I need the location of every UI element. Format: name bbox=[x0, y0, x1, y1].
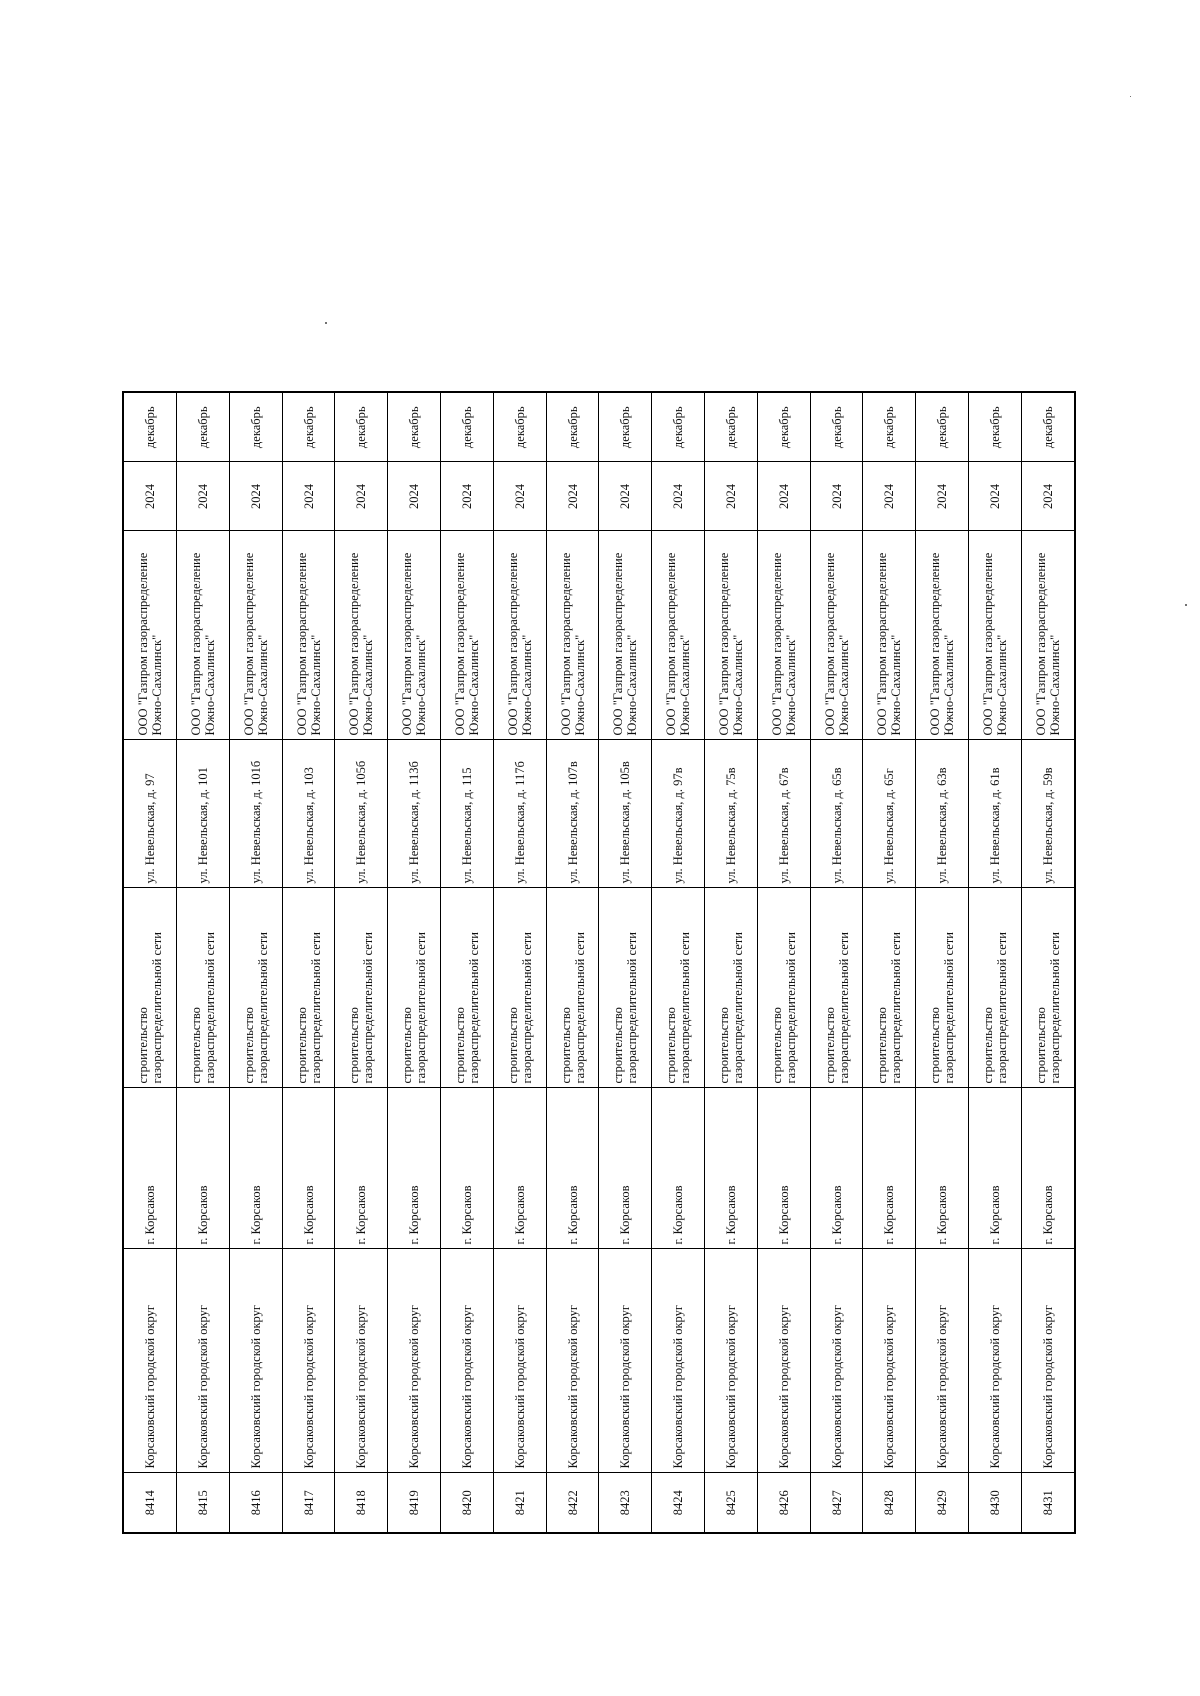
work-type-cell: строительство газораспределительной сети bbox=[123, 888, 177, 1088]
organization-cell: ООО "Газпром газораспределение Южно-Сахалинск" bbox=[493, 531, 546, 740]
address-cell: ул. Невельская, д. 65в bbox=[810, 740, 863, 888]
work-type-cell: строительство газораспределительной сети bbox=[652, 888, 705, 1088]
month-cell: декабрь bbox=[1021, 392, 1075, 462]
district-cell: Корсаковский городской округ bbox=[282, 1249, 335, 1473]
town-cell: г. Корсаков bbox=[1021, 1088, 1075, 1249]
row-number: 8421 bbox=[493, 1473, 546, 1533]
district-cell: Корсаковский городской округ bbox=[229, 1249, 282, 1473]
table-row bbox=[229, 392, 282, 1533]
year-cell: 2024 bbox=[757, 462, 810, 531]
address-cell: ул. Невельская, д. 67в bbox=[757, 740, 810, 888]
month-cell: декабрь bbox=[493, 392, 546, 462]
district-cell: Корсаковский городской округ bbox=[810, 1249, 863, 1473]
work-type-cell: строительство газораспределительной сети bbox=[705, 888, 758, 1088]
year-cell: 2024 bbox=[388, 462, 441, 531]
address-cell: ул. Невельская, д. 65г bbox=[863, 740, 916, 888]
organization-cell: ООО "Газпром газораспределение Южно-Сахалинск" bbox=[599, 531, 652, 740]
town-cell: г. Корсаков bbox=[177, 1088, 230, 1249]
work-type-cell: строительство газораспределительной сети bbox=[810, 888, 863, 1088]
work-type-cell: строительство газораспределительной сети bbox=[177, 888, 230, 1088]
year-cell: 2024 bbox=[916, 462, 969, 531]
district-cell: Корсаковский городской округ bbox=[493, 1249, 546, 1473]
organization-cell: ООО "Газпром газораспределение Южно-Сахалинск" bbox=[969, 531, 1022, 740]
organization-cell: ООО "Газпром газораспределение Южно-Сахалинск" bbox=[810, 531, 863, 740]
district-cell: Корсаковский городской округ bbox=[1021, 1249, 1075, 1473]
organization-cell: ООО "Газпром газораспределение Южно-Сахалинск" bbox=[177, 531, 230, 740]
row-number: 8427 bbox=[810, 1473, 863, 1533]
work-type-cell: строительство газораспределительной сети bbox=[969, 888, 1022, 1088]
row-number: 8416 bbox=[229, 1473, 282, 1533]
row-number: 8425 bbox=[705, 1473, 758, 1533]
organization-cell: ООО "Газпром газораспределение Южно-Сахалинск" bbox=[863, 531, 916, 740]
organization-cell: ООО "Газпром газораспределение Южно-Сахалинск" bbox=[388, 531, 441, 740]
year-cell: 2024 bbox=[810, 462, 863, 531]
address-cell: ул. Невельская, д. 75в bbox=[705, 740, 758, 888]
scan-speck bbox=[1185, 604, 1187, 606]
work-type-cell: строительство газораспределительной сети bbox=[863, 888, 916, 1088]
table-row bbox=[757, 392, 810, 1533]
address-cell: ул. Невельская, д. 101 bbox=[177, 740, 230, 888]
month-cell: декабрь bbox=[229, 392, 282, 462]
address-cell: ул. Невельская, д. 63в bbox=[916, 740, 969, 888]
row-number: 8423 bbox=[599, 1473, 652, 1533]
organization-cell: ООО "Газпром газораспределение Южно-Сахалинск" bbox=[229, 531, 282, 740]
month-cell: декабрь bbox=[810, 392, 863, 462]
year-cell: 2024 bbox=[546, 462, 599, 531]
rotated-table-container bbox=[122, 393, 1076, 1534]
organization-cell: ООО "Газпром газораспределение Южно-Сахалинск" bbox=[282, 531, 335, 740]
address-cell: ул. Невельская, д. 103 bbox=[282, 740, 335, 888]
month-cell: декабрь bbox=[441, 392, 494, 462]
table-row bbox=[282, 392, 335, 1533]
organization-cell: ООО "Газпром газораспределение Южно-Сахалинск" bbox=[441, 531, 494, 740]
town-cell: г. Корсаков bbox=[282, 1088, 335, 1249]
organization-cell: ООО "Газпром газораспределение Южно-Сахалинск" bbox=[546, 531, 599, 740]
address-cell: ул. Невельская, д. 105в bbox=[599, 740, 652, 888]
year-cell: 2024 bbox=[493, 462, 546, 531]
year-cell: 2024 bbox=[652, 462, 705, 531]
town-cell: г. Корсаков bbox=[916, 1088, 969, 1249]
district-cell: Корсаковский городской округ bbox=[441, 1249, 494, 1473]
town-cell: г. Корсаков bbox=[757, 1088, 810, 1249]
row-number: 8418 bbox=[335, 1473, 388, 1533]
organization-cell: ООО "Газпром газораспределение Южно-Сахалинск" bbox=[123, 531, 177, 740]
rotated-table-area bbox=[122, 393, 1076, 1534]
month-cell: декабрь bbox=[863, 392, 916, 462]
month-cell: декабрь bbox=[652, 392, 705, 462]
district-cell: Корсаковский городской округ bbox=[916, 1249, 969, 1473]
row-number: 8415 bbox=[177, 1473, 230, 1533]
row-number: 8422 bbox=[546, 1473, 599, 1533]
scan-speck bbox=[325, 322, 327, 324]
town-cell: г. Корсаков bbox=[546, 1088, 599, 1249]
town-cell: г. Корсаков bbox=[123, 1088, 177, 1249]
district-cell: Корсаковский городской округ bbox=[652, 1249, 705, 1473]
table-row bbox=[969, 392, 1022, 1533]
year-cell: 2024 bbox=[282, 462, 335, 531]
district-cell: Корсаковский городской округ bbox=[705, 1249, 758, 1473]
district-cell: Корсаковский городской округ bbox=[863, 1249, 916, 1473]
address-cell: ул. Невельская, д. 115 bbox=[441, 740, 494, 888]
table-row bbox=[1021, 392, 1075, 1533]
organization-cell: ООО "Газпром газораспределение Южно-Сахалинск" bbox=[1021, 531, 1075, 740]
row-number: 8417 bbox=[282, 1473, 335, 1533]
town-cell: г. Корсаков bbox=[493, 1088, 546, 1249]
district-cell: Корсаковский городской округ bbox=[335, 1249, 388, 1473]
town-cell: г. Корсаков bbox=[652, 1088, 705, 1249]
table-row bbox=[863, 392, 916, 1533]
year-cell: 2024 bbox=[123, 462, 177, 531]
table-row bbox=[705, 392, 758, 1533]
table-row bbox=[916, 392, 969, 1533]
district-cell: Корсаковский городской округ bbox=[123, 1249, 177, 1473]
month-cell: декабрь bbox=[969, 392, 1022, 462]
table-row bbox=[335, 392, 388, 1533]
address-cell: ул. Невельская, д. 97в bbox=[652, 740, 705, 888]
work-type-cell: строительство газораспределительной сети bbox=[441, 888, 494, 1088]
row-number: 8429 bbox=[916, 1473, 969, 1533]
work-type-cell: строительство газораспределительной сети bbox=[388, 888, 441, 1088]
month-cell: декабрь bbox=[335, 392, 388, 462]
address-cell: ул. Невельская, д. 101б bbox=[229, 740, 282, 888]
year-cell: 2024 bbox=[229, 462, 282, 531]
table-body bbox=[123, 392, 1075, 1533]
address-cell: ул. Невельская, д. 59в bbox=[1021, 740, 1075, 888]
work-type-cell: строительство газораспределительной сети bbox=[282, 888, 335, 1088]
year-cell: 2024 bbox=[705, 462, 758, 531]
year-cell: 2024 bbox=[335, 462, 388, 531]
organization-cell: ООО "Газпром газораспределение Южно-Сахалинск" bbox=[652, 531, 705, 740]
town-cell: г. Корсаков bbox=[969, 1088, 1022, 1249]
month-cell: декабрь bbox=[757, 392, 810, 462]
table-row bbox=[123, 392, 177, 1533]
organization-cell: ООО "Газпром газораспределение Южно-Сахалинск" bbox=[705, 531, 758, 740]
table-row bbox=[810, 392, 863, 1533]
table-row bbox=[599, 392, 652, 1533]
town-cell: г. Корсаков bbox=[441, 1088, 494, 1249]
year-cell: 2024 bbox=[1021, 462, 1075, 531]
year-cell: 2024 bbox=[969, 462, 1022, 531]
row-number: 8424 bbox=[652, 1473, 705, 1533]
month-cell: декабрь bbox=[282, 392, 335, 462]
town-cell: г. Корсаков bbox=[599, 1088, 652, 1249]
table-row bbox=[546, 392, 599, 1533]
year-cell: 2024 bbox=[863, 462, 916, 531]
table-row bbox=[652, 392, 705, 1533]
row-number: 8419 bbox=[388, 1473, 441, 1533]
town-cell: г. Корсаков bbox=[705, 1088, 758, 1249]
organization-cell: ООО "Газпром газораспределение Южно-Сахалинск" bbox=[335, 531, 388, 740]
organization-cell: ООО "Газпром газораспределение Южно-Сахалинск" bbox=[916, 531, 969, 740]
organization-cell: ООО "Газпром газораспределение Южно-Сахалинск" bbox=[757, 531, 810, 740]
address-cell: ул. Невельская, д. 107в bbox=[546, 740, 599, 888]
town-cell: г. Корсаков bbox=[388, 1088, 441, 1249]
work-type-cell: строительство газораспределительной сети bbox=[493, 888, 546, 1088]
month-cell: декабрь bbox=[123, 392, 177, 462]
table-row bbox=[388, 392, 441, 1533]
district-cell: Корсаковский городской округ bbox=[388, 1249, 441, 1473]
address-cell: ул. Невельская, д. 117б bbox=[493, 740, 546, 888]
address-cell: ул. Невельская, д. 97 bbox=[123, 740, 177, 888]
district-cell: Корсаковский городской округ bbox=[599, 1249, 652, 1473]
month-cell: декабрь bbox=[599, 392, 652, 462]
table-row bbox=[177, 392, 230, 1533]
table-row bbox=[493, 392, 546, 1533]
row-number: 8420 bbox=[441, 1473, 494, 1533]
work-type-cell: строительство газораспределительной сети bbox=[757, 888, 810, 1088]
work-type-cell: строительство газораспределительной сети bbox=[229, 888, 282, 1088]
work-type-cell: строительство газораспределительной сети bbox=[1021, 888, 1075, 1088]
work-type-cell: строительство газораспределительной сети bbox=[546, 888, 599, 1088]
register-table bbox=[122, 391, 1076, 1534]
year-cell: 2024 bbox=[599, 462, 652, 531]
district-cell: Корсаковский городской округ bbox=[546, 1249, 599, 1473]
scan-speck bbox=[1130, 96, 1131, 97]
town-cell: г. Корсаков bbox=[229, 1088, 282, 1249]
address-cell: ул. Невельская, д. 113б bbox=[388, 740, 441, 888]
address-cell: ул. Невельская, д. 61в bbox=[969, 740, 1022, 888]
district-cell: Корсаковский городской округ bbox=[969, 1249, 1022, 1473]
row-number: 8414 bbox=[123, 1473, 177, 1533]
year-cell: 2024 bbox=[177, 462, 230, 531]
town-cell: г. Корсаков bbox=[863, 1088, 916, 1249]
month-cell: декабрь bbox=[177, 392, 230, 462]
table-row bbox=[441, 392, 494, 1533]
month-cell: декабрь bbox=[916, 392, 969, 462]
address-cell: ул. Невельская, д. 105б bbox=[335, 740, 388, 888]
year-cell: 2024 bbox=[441, 462, 494, 531]
district-cell: Корсаковский городской округ bbox=[177, 1249, 230, 1473]
month-cell: декабрь bbox=[388, 392, 441, 462]
work-type-cell: строительство газораспределительной сети bbox=[335, 888, 388, 1088]
work-type-cell: строительство газораспределительной сети bbox=[599, 888, 652, 1088]
month-cell: декабрь bbox=[705, 392, 758, 462]
row-number: 8426 bbox=[757, 1473, 810, 1533]
work-type-cell: строительство газораспределительной сети bbox=[916, 888, 969, 1088]
month-cell: декабрь bbox=[546, 392, 599, 462]
district-cell: Корсаковский городской округ bbox=[757, 1249, 810, 1473]
row-number: 8431 bbox=[1021, 1473, 1075, 1533]
town-cell: г. Корсаков bbox=[335, 1088, 388, 1249]
row-number: 8430 bbox=[969, 1473, 1022, 1533]
town-cell: г. Корсаков bbox=[810, 1088, 863, 1249]
row-number: 8428 bbox=[863, 1473, 916, 1533]
